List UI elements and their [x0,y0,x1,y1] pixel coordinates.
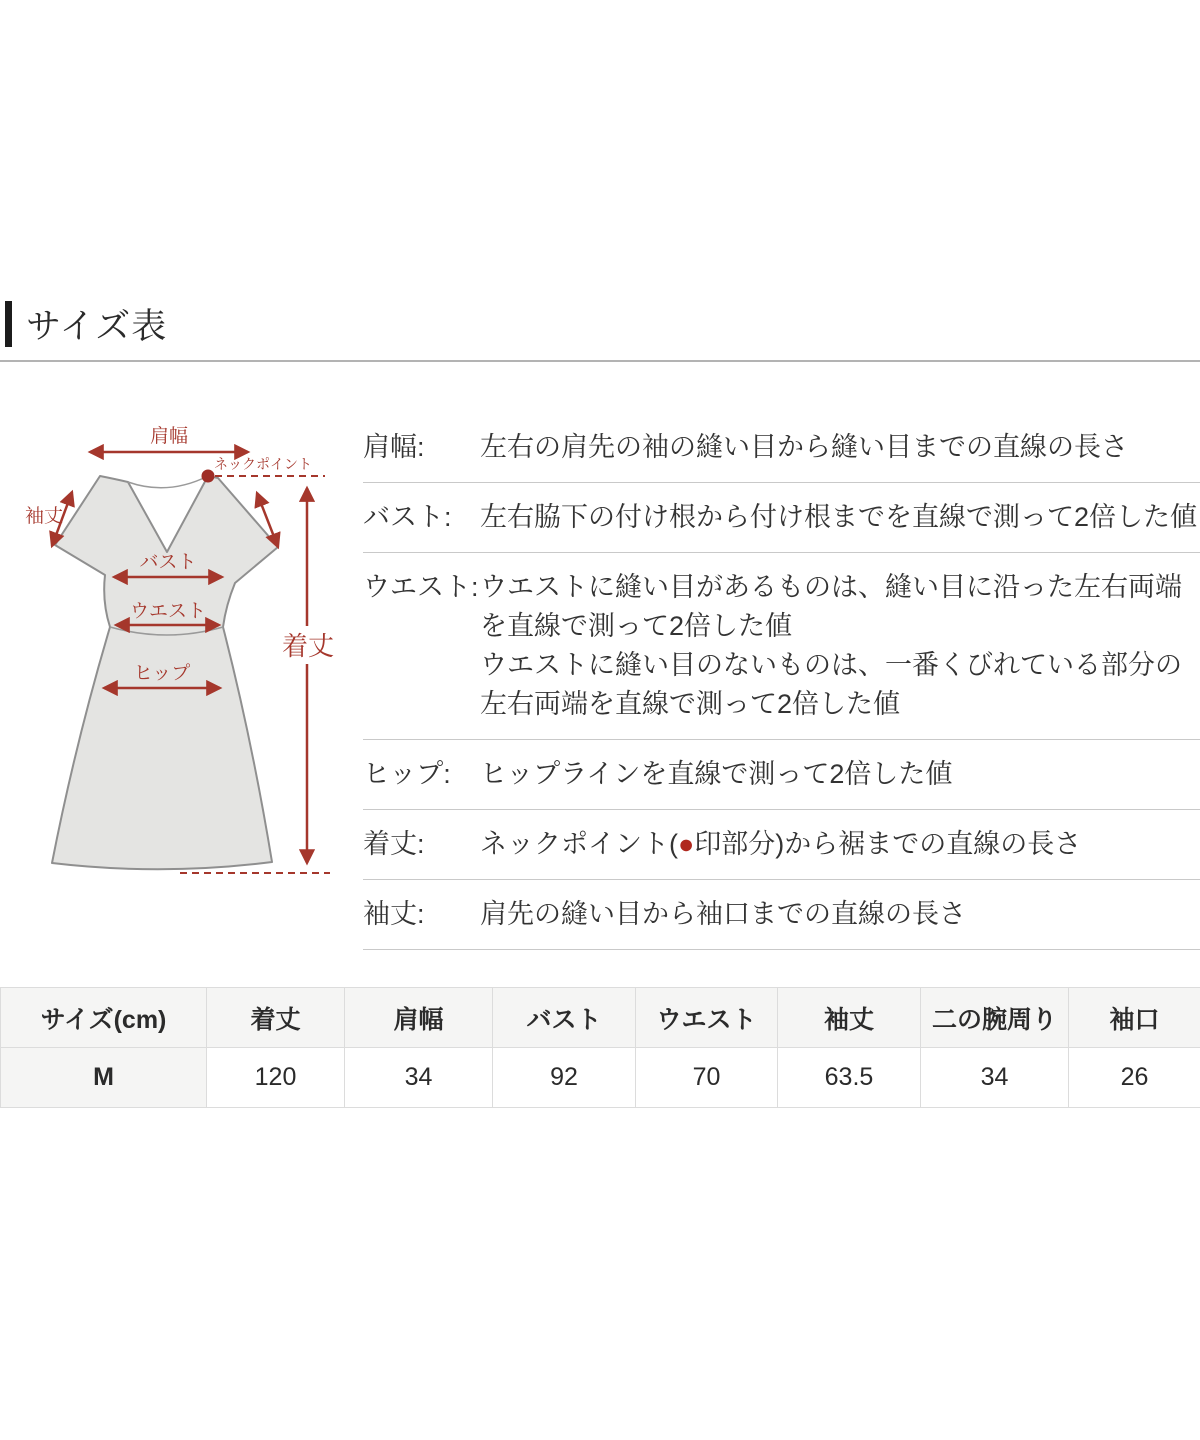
definition-line [480,825,1200,864]
cell-shoulder: 34 [345,1048,493,1108]
definition-row-shoulder [363,413,1200,483]
dress-measurement-diagram [20,410,360,885]
definition-row-sleeve [363,880,1200,950]
definition-row-waist [363,553,1200,740]
cell-sleeve: 63.5 [778,1048,921,1108]
definition-line: ヒップラインを直線で測って2倍した値 [480,759,953,789]
cell-upper-arm: 34 [921,1048,1069,1108]
neck-point-dot-glyph: ● [678,829,695,859]
cell-cuff: 26 [1069,1048,1200,1108]
size-table-header-row [1,988,1200,1048]
col-header-waist: ウエスト [636,988,778,1048]
definition-line: ウエストに縫い目のないものは、一番くびれている部分の [480,650,1182,680]
size-table [0,987,1200,1108]
definition-text-pre: ネックポイント( [480,829,678,859]
definition-text [480,755,1200,794]
definition-line: を直線で測って2倍した値 [480,611,793,641]
col-header-shoulder: 肩幅 [345,988,493,1048]
definition-term: ウエスト: [363,572,479,602]
back-neckline-seam [128,476,208,488]
dress-diagram-svg [20,410,360,885]
cell-size: M [1,1048,207,1108]
size-table-data-row [1,1048,1200,1108]
definition-term: 袖丈: [363,899,425,929]
definition-text-post: 印部分)から裾までの直線の長さ [694,829,1082,859]
definition-line: 左右脇下の付け根から付け根までを直線で測って2倍した値 [480,502,1198,532]
definition-row-hip [363,740,1200,810]
col-header-size: サイズ(cm) [1,988,207,1048]
col-header-length: 着丈 [207,988,345,1048]
cell-waist: 70 [636,1048,778,1108]
waist-label: ウエスト [129,601,207,622]
title-accent-bar [5,301,12,347]
col-header-upper-arm: 二の腕周り [921,988,1069,1048]
definition-row-bust [363,483,1200,553]
col-header-bust: バスト [493,988,636,1048]
definition-text [480,568,1200,724]
definition-line: ウエストに縫い目があるものは、縫い目に沿った左右両端 [480,572,1182,602]
definition-term: 肩幅: [363,432,425,462]
definition-text [480,428,1200,467]
definition-row-length [363,810,1200,880]
col-header-sleeve: 袖丈 [778,988,921,1048]
definition-text [480,825,1200,864]
neck-point-dot [202,470,215,483]
definition-text [480,498,1200,537]
definition-line: 左右の肩先の袖の縫い目から縫い目までの直線の長さ [480,432,1128,462]
sleeve-length-label: 袖丈 [24,506,64,527]
definition-term: バスト: [363,502,452,532]
length-label: 着丈 [281,631,335,661]
cell-bust: 92 [493,1048,636,1108]
measurement-definitions [363,413,1200,950]
definition-text [480,895,1200,934]
col-header-cuff: 袖口 [1069,988,1200,1048]
page-title: サイズ表 [26,307,168,346]
shoulder-width-label: 肩幅 [149,426,189,447]
definition-term: 着丈: [363,829,425,859]
section-title-row [5,299,167,349]
definition-line: 左右両端を直線で測って2倍した値 [480,689,901,719]
neck-point-label: ネックポイント [214,456,312,472]
definition-term: ヒップ: [363,759,451,789]
hip-label: ヒップ [133,663,191,684]
bust-label: バスト [139,552,197,573]
title-divider [0,360,1200,362]
definition-line: 肩先の縫い目から袖口までの直線の長さ [480,899,966,929]
cell-length: 120 [207,1048,345,1108]
